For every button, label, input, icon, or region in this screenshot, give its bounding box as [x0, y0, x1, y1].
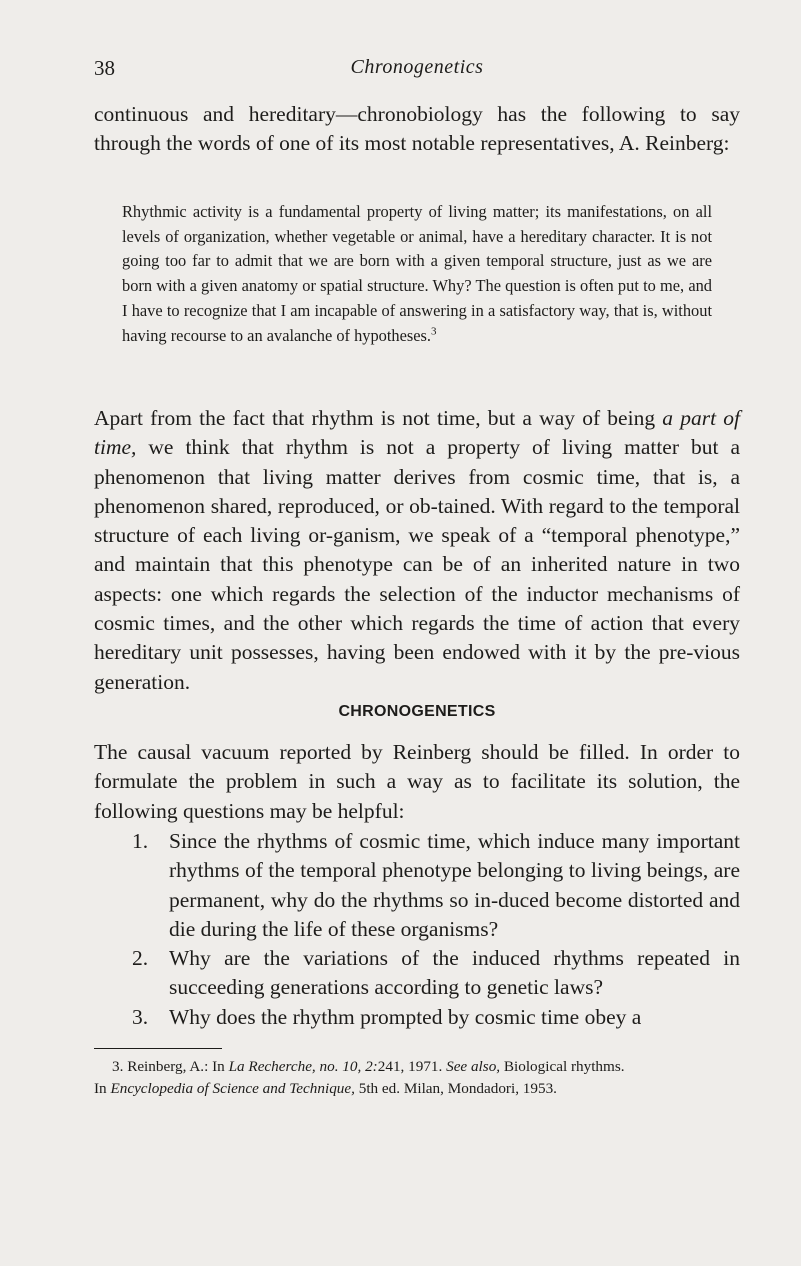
list-item-text: Since the rhythms of cosmic time, which induce many important rhythms of the temporal phenotype belonging to living beings, are permanent, why do the rhythms so in-duced become distorted and die during the life of these organisms?	[169, 829, 740, 941]
footnote-line-1	[94, 1056, 740, 1078]
list-item	[94, 827, 740, 944]
block-quote	[122, 200, 712, 348]
questions-list	[94, 827, 740, 1032]
footnote-in: In	[94, 1080, 111, 1097]
paragraph2-italic: a part of time,	[94, 406, 740, 460]
footnote-source-title: La Recherche, no. 10, 2:	[228, 1058, 378, 1075]
paragraph2-start: Apart from the fact that rhythm is not time, but a way of being	[94, 406, 663, 430]
section-heading: CHRONOGENETICS	[338, 703, 496, 720]
list-item-number: 1.	[132, 829, 149, 853]
list-item-text: Why does the rhythm prompted by cosmic time obey a	[169, 1004, 642, 1029]
footnote-number: 3.	[112, 1058, 124, 1075]
footnote	[94, 1056, 740, 1100]
quote-text: Rhythmic activity is a fundamental property of living matter; its manifestations, on all levels of organization, whether vegetable or animal, have a hereditary character. It is not going too far to admit that we are born with a given temporal structure, just as we are born with a given anatomy or spatial structure. Why? The question is often put to me, and I have to recognize that I am incapable of answering in a satisfactory way, that is, without having recourse to an avalanche of hypotheses.	[122, 202, 712, 345]
page-number: 38	[94, 56, 115, 80]
list-item-number: 2.	[132, 946, 149, 971]
footnote-see-also: See also,	[446, 1058, 501, 1075]
body-paragraph-3: The causal vacuum reported by Reinberg should be filled. In order to formulate the problem in such a way as to facilitate its solution, the following questions may be helpful:	[94, 740, 740, 823]
footnote-edition: 5th ed. Milan, Mondadori, 1953.	[354, 1080, 557, 1097]
list-item-number: 3.	[132, 1004, 149, 1029]
footnote-source-pages: 241, 1971.	[377, 1058, 447, 1075]
body-paragraph-2	[94, 404, 740, 697]
page-header	[94, 56, 740, 86]
footnote-ref: 3	[431, 325, 437, 338]
footnote-line-2	[94, 1078, 740, 1100]
list-item	[94, 1003, 740, 1032]
footnote-divider	[94, 1048, 222, 1049]
list-item	[94, 944, 740, 1003]
paragraph2-end: we think that rhythm is not a property of living matter but a phenomenon that living matter derives from cosmic time, that is, a phenomenon shared, reproduced, or ob-tained. With regard to the temporal structure of each living or-ganism, we speak of a “temporal phenotype,” and maintain that this phenotype can be of an inherited nature in two aspects: one which regards the selection of the inductor mechanisms of cosmic times, and the other which regards the time of action that every hereditary unit possesses, having been endowed with it by the pre-vious generation.	[94, 435, 740, 694]
footnote-book-title: Encyclopedia of Science and Technique,	[110, 1080, 355, 1097]
footnote-author: Reinberg, A.: In	[127, 1058, 229, 1075]
running-title: Chronogenetics	[350, 56, 484, 78]
footnote-article: Biological rhythms.	[500, 1058, 625, 1075]
intro-paragraph: continuous and hereditary—chronobiology has the following to say through the words of one of its most notable representatives, A. Reinberg:	[94, 102, 740, 156]
list-item-text: Why are the variations of the induced rhythms repeated in succeeding generations according to genetic laws?	[169, 946, 740, 1000]
